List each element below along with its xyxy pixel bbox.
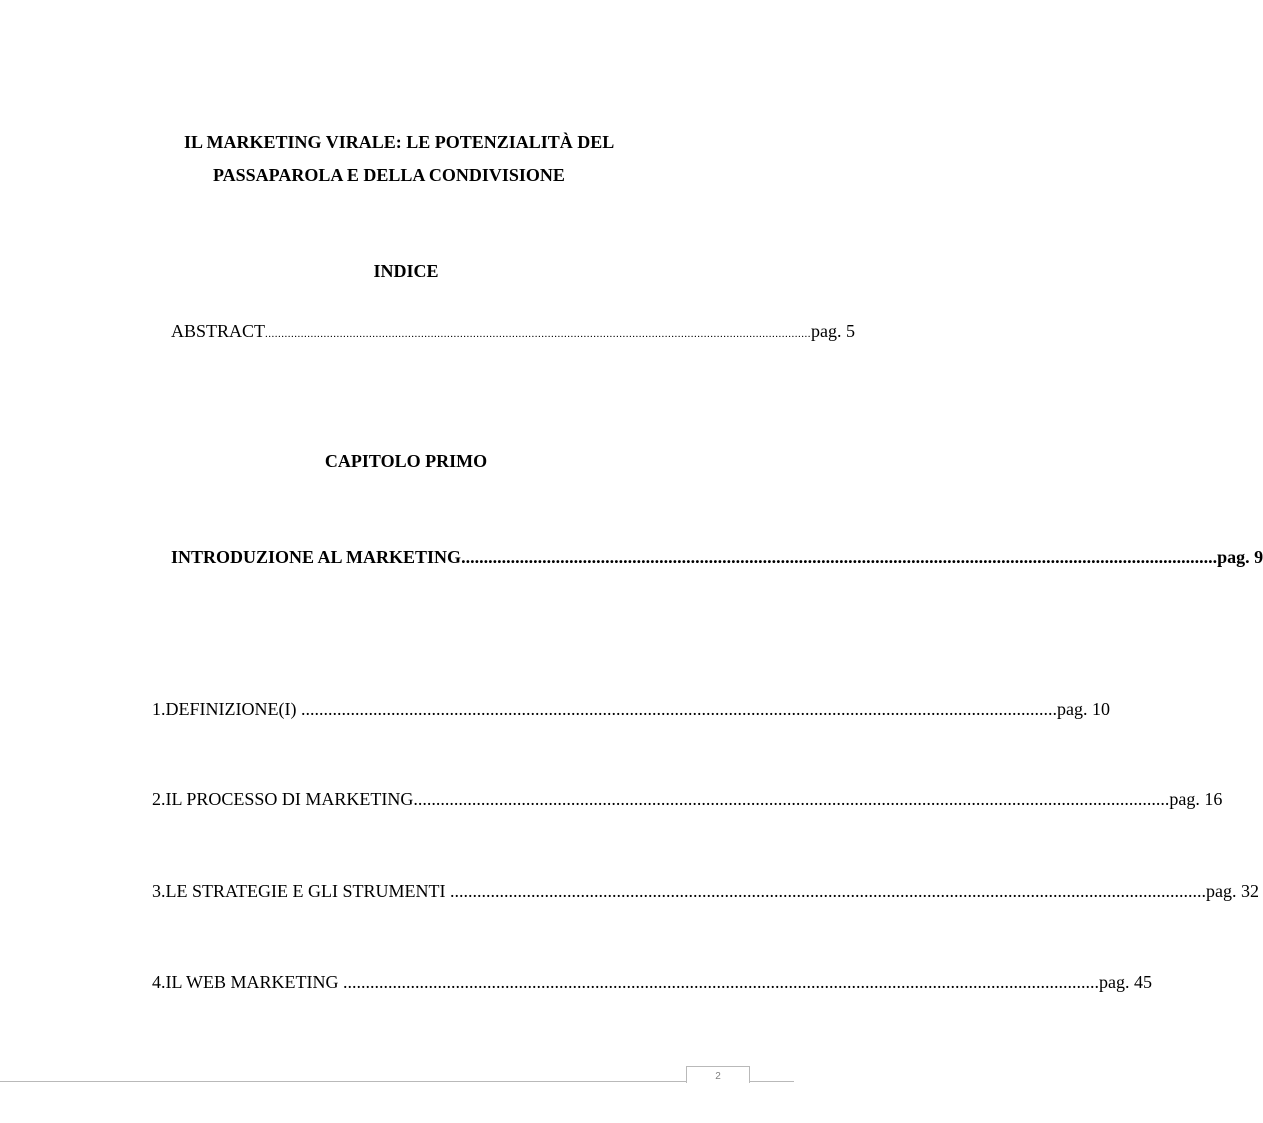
toc-entry-label: 3.LE STRATEGIE E GLI STRUMENTI	[152, 881, 446, 901]
toc-entry-page: pag. 32	[1205, 881, 1259, 901]
toc-entry-label: INTRODUZIONE AL MARKETING	[171, 547, 462, 567]
toc-entry	[152, 789, 1223, 810]
toc-entry-intro	[171, 547, 1263, 568]
toc-entry-page: pag. 9	[1217, 547, 1263, 567]
toc-dot-leader: ........................................................................................................................................................................	[296, 699, 1057, 719]
toc-entry-page: pag. 5	[811, 321, 856, 341]
page-number: 2	[686, 1066, 750, 1083]
toc-dot-leader: ........................................................................................................................................................................	[265, 328, 812, 340]
toc-entry-label: 1.DEFINIZIONE(I)	[152, 699, 297, 719]
toc-entry	[152, 972, 1152, 993]
footer-rule	[0, 1081, 794, 1082]
toc-entry-label: 4.IL WEB MARKETING	[152, 972, 339, 992]
chapter-heading: CAPITOLO PRIMO	[324, 451, 488, 471]
toc-entry-page: pag. 10	[1056, 699, 1110, 719]
toc-entry-label: 2.IL PROCESSO DI MARKETING	[152, 789, 414, 809]
toc-entry	[152, 699, 1110, 720]
index-heading: INDICE	[373, 261, 439, 281]
toc-entry-abstract	[171, 321, 856, 342]
toc-entry-page: pag. 16	[1169, 789, 1223, 809]
toc-dot-leader: ........................................................................................................................................................................	[413, 789, 1170, 809]
toc-entry-label: ABSTRACT	[171, 321, 266, 341]
document-title-line-1: IL MARKETING VIRALE: LE POTENZIALITÀ DEL	[184, 132, 615, 152]
document-title-line-2: PASSAPAROLA E DELLA CONDIVISIONE	[213, 165, 565, 185]
toc-dot-leader: ........................................................................................................................................................................	[445, 881, 1206, 901]
toc-dot-leader: ........................................................................................................................................................................	[338, 972, 1099, 992]
toc-entry	[152, 881, 1259, 902]
toc-dot-leader: ........................................................................................................................................................................	[461, 547, 1218, 567]
toc-entry-page: pag. 45	[1098, 972, 1152, 992]
